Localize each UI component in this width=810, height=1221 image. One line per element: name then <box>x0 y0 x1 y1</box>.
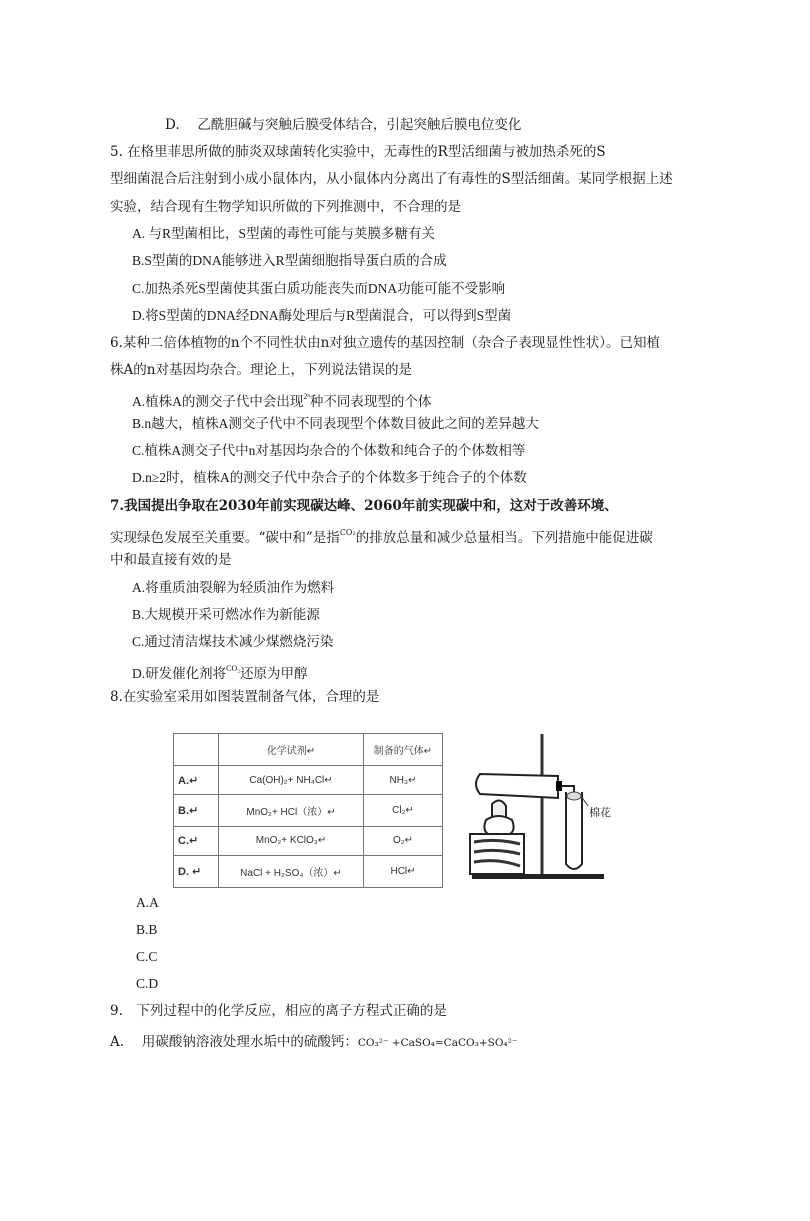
table-row-reagent: MnO₂+ KClO₃↵ <box>219 827 364 855</box>
table-row <box>174 766 443 794</box>
q7-option-b: B.大规模开采可燃冰作为新能源 <box>132 607 320 622</box>
cotton-label: 棉花 <box>589 806 611 819</box>
cotton-plug <box>567 792 581 800</box>
table-row-reagent: NaCl + H₂SO₄（浓）↵ <box>219 855 364 887</box>
table-row-gas: O₂↵ <box>364 827 443 855</box>
q8-option-a: A.A <box>136 895 159 910</box>
table-row <box>174 827 443 855</box>
q5-option-b: B.S型菌的DNA能够进入R型菌细胞指导蛋白质的合成 <box>132 253 447 268</box>
apparatus-diagram <box>462 726 612 886</box>
gas-apparatus-figure <box>462 726 612 886</box>
table-row-reagent: Ca(OH)₂+ NH₄Cl↵ <box>219 766 364 794</box>
q7-co2-formula: CO₂ <box>339 528 356 537</box>
q7-option-d <box>132 659 308 684</box>
q5-option-a: A. 与R型菌相比，S型菌的毒性可能与荚膜多糖有关 <box>132 226 436 241</box>
q6-option-b: B.n越大，植株A测交子代中不同表现型个体数目彼此之间的差异越大 <box>132 416 539 431</box>
q5-stem-line-2: 型细菌混合后注射到小成小鼠体内，从小鼠体内分离出了有毒性的S型活细菌。某同学根据上述 <box>110 171 673 187</box>
q9-option-a-text: A. 用碳酸钠溶液处理水垢中的硫酸钙： <box>110 1034 358 1050</box>
q6-option-c: C.植株A测交子代中n对基因均杂合的个体数和纯合子的个体数相等 <box>132 443 526 458</box>
table-row-gas: NH₃↵ <box>364 766 443 794</box>
q6-option-a-pre: A.植株A的测交子代中会出现 <box>132 394 304 409</box>
q6-stem-line-2: 株A的n对基因均杂合。理论上，下列说法错误的是 <box>110 362 412 378</box>
q9-option-a <box>110 1032 517 1053</box>
table-row-label: C.↵ <box>174 827 219 855</box>
q5-option-c: C.加热杀死S型菌使其蛋白质功能丧失而DNA功能可能不受影响 <box>132 281 506 296</box>
q7-stem-line-2-post: 的排放总量和减少总量相当。下列措施中能促进碳 <box>355 530 653 546</box>
q7-stem-line-3: 中和最直接有效的是 <box>110 552 232 568</box>
q7-option-a: A.将重质油裂解为轻质油作为燃料 <box>132 580 335 595</box>
table-row-label: D. ↵ <box>174 855 219 887</box>
q7-option-d-co2: CO₂ <box>226 664 241 673</box>
q8-option-d: C.D <box>136 976 159 991</box>
table-row-label: B.↵ <box>174 794 219 826</box>
table-header-cell <box>174 734 219 766</box>
q8-stem: 8.在实验室采用如图装置制备气体，合理的是 <box>110 689 380 705</box>
q5-stem-line-3: 实验，结合现有生物学知识所做的下列推测中，不合理的是 <box>110 199 461 215</box>
collecting-tube <box>566 792 582 869</box>
table-header-cell: 化学试剂↵ <box>219 734 364 766</box>
q7-stem-line-1: 7.我国提出争取在2030年前实现碳达峰、2060年前实现碳中和，这对于改善环境、 <box>110 498 618 514</box>
stopper <box>556 781 562 791</box>
q7-option-d-pre: D.研发催化剂将 <box>132 666 227 681</box>
table-row-gas: Cl₂↵ <box>364 794 443 826</box>
table-row-reagent: MnO₂+ HCl（浓）↵ <box>219 794 364 826</box>
lamp-body <box>484 816 513 834</box>
q9-stem: 9. 下列过程中的化学反应，相应的离子方程式正确的是 <box>110 1003 447 1019</box>
q6-stem-line-1: 6.某种二倍体植物的n个不同性状由n对独立遗传的基因控制（杂合子表现显性性状）。已知植 <box>110 335 661 351</box>
q7-option-c: C.通过清洁煤技术减少煤燃烧污染 <box>132 634 334 649</box>
q6-option-a <box>132 387 431 412</box>
table-header-row <box>174 734 443 766</box>
q8-option-c: C.C <box>136 949 158 964</box>
q5-stem-line-1: 5. 在格里菲思所做的肺炎双球菌转化实验中，无毒性的R型活细菌与被加热杀死的S <box>110 144 606 160</box>
test-tube <box>476 774 558 798</box>
q9-option-a-equation: CO₃²⁻ +CaSO₄=CaCO₃+SO₄²⁻ <box>357 1037 518 1049</box>
q6-option-d: D.n≥2时，植株A的测交子代中杂合子的个体数多于纯合子的个体数 <box>132 470 527 485</box>
q6-option-a-post: 种不同表现型的个体 <box>309 394 432 409</box>
q4-option-d: D. 乙酰胆碱与突触后膜受体结合，引起突触后膜电位变化 <box>165 117 522 133</box>
q8-option-b: B.B <box>136 922 158 937</box>
table-row-gas: HCl↵ <box>364 855 443 887</box>
q7-stem-line-2-pre: 实现绿色发展至关重要。“碳中和”是指 <box>110 530 340 546</box>
q6-option-a-exponent: 2ⁿ <box>303 392 310 401</box>
table-row <box>174 794 443 826</box>
q7-option-d-post: 还原为甲醇 <box>240 666 308 681</box>
reagent-table <box>173 733 443 888</box>
q7-stem-line-2 <box>110 523 653 548</box>
table-row <box>174 855 443 887</box>
table-header-cell: 制备的气体↵ <box>364 734 443 766</box>
table-row-label: A.↵ <box>174 766 219 794</box>
q5-option-d: D.将S型菌的DNA经DNA酶处理后与R型菌混合，可以得到S型菌 <box>132 308 512 323</box>
